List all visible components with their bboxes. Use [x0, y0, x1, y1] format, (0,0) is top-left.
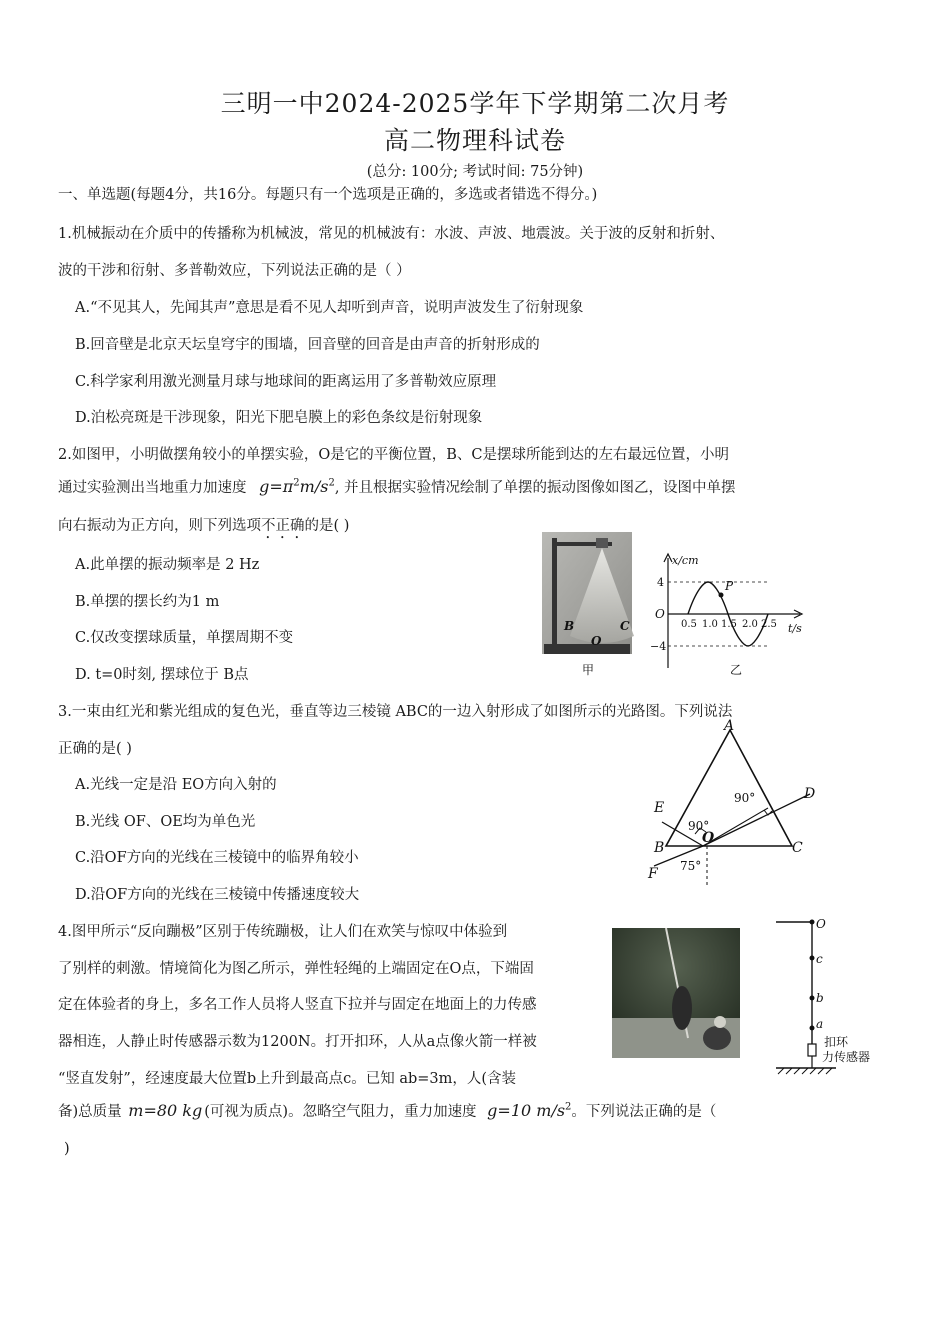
fig-yi-caption: 乙 [730, 663, 743, 677]
staff-head-icon [714, 1016, 726, 1028]
q3-option-c: C.沿OF方向的光线在三棱镜中的临界角较小 [75, 850, 359, 866]
x-tick-3: 2.0 [742, 619, 758, 630]
schematic-label-c: c [816, 952, 823, 966]
q1-stem-line2: 波的干涉和衍射、多普勒效应，下列说法正确的是（ ） [58, 263, 411, 279]
q1-option-d: D.泊松亮斑是干涉现象，阳光下肥皂膜上的彩色条纹是衍射现象 [75, 410, 483, 426]
right-angle-mark-2 [764, 810, 772, 815]
fig-jia-caption: 甲 [582, 663, 595, 677]
fig-jia-label-o: O [591, 634, 602, 648]
point-o-dot [810, 920, 815, 925]
q1-option-b: B.回音壁是北京天坛皇穹宇的围墙，回音壁的回音是由声音的折射形成的 [75, 337, 540, 353]
pendulum-figure [540, 532, 634, 682]
prism-label-e: E [654, 800, 665, 816]
q4-stem-line7: ) [64, 1141, 70, 1157]
stand-rod-icon [552, 538, 557, 650]
q4-stem-line6: 备)总质量 m=80 kg (可视为质点)。忽略空气阻力，重力加速度 g=10 $m/s^2$。下列说法正确的是（ [58, 1101, 717, 1120]
q3-option-d: D.沿OF方向的光线在三棱镜中传播速度较大 [75, 887, 360, 903]
ray-od [703, 794, 810, 846]
angle-label-1: 90° [688, 819, 710, 833]
x-tick-1: 1.0 [702, 619, 718, 630]
q4-stem-line5: “竖直发射”，经速度最大位置b上升到最高点c。已知 ab=3m，人(含装 [58, 1071, 517, 1087]
prism-label-a: A [724, 718, 735, 734]
x-tick-2: 1.5 [721, 619, 737, 630]
point-a-dot [810, 1026, 815, 1031]
prism-figure [640, 718, 830, 886]
exam-title: 三明一中2024-2025学年下学期第二次月考 [220, 89, 730, 118]
q2-stem-line3: 向右振动为正方向，则下列选项不正确的是( ) [58, 518, 350, 534]
q2-option-c: C.仅改变摆球质量，单摆周期不变 [75, 630, 294, 646]
x-tick-4: 2.5 [761, 619, 777, 630]
point-p-label: P [725, 579, 734, 593]
q1-option-a: A.“不见其人，先闻其声”意思是看不见人却听到声音，说明声波发生了衍射现象 [75, 300, 584, 316]
schematic-label-o: O [816, 917, 826, 931]
q4-formula-m: m=80 kg [128, 1101, 203, 1120]
q4-formula-g: g=10 $m/s^2$ [487, 1101, 572, 1120]
point-p [719, 593, 724, 598]
q2-option-a: A.此单摆的振动频率是 2 Hz [75, 557, 260, 573]
stand-base-icon [544, 644, 630, 654]
y-tick-bottom: −4 [650, 640, 667, 653]
q4-stem-line3: 定在体验者的身上，多名工作人员将人竖直下拉并与固定在地面上的力传感 [58, 997, 537, 1013]
oscillation-graph [650, 550, 810, 680]
q4-stem-line4: 器相连，人静止时传感器示数为1200N。打开扣环，人从a点像火箭一样被 [58, 1034, 537, 1050]
y-axis-label: x/cm [672, 554, 699, 567]
point-b-dot [810, 996, 815, 1001]
prism-triangle [666, 730, 792, 846]
q3-stem-line2: 正确的是( ) [58, 741, 132, 757]
force-sensor-icon [808, 1044, 816, 1056]
schematic-label-a: a [816, 1017, 824, 1031]
clamp-icon [596, 538, 608, 548]
bungee-schematic [768, 912, 898, 1082]
q1-option-c: C.科学家利用激光测量月球与地球间的距离运用了多普勒效应原理 [75, 374, 497, 390]
exam-info: (总分: 100分; 考试时间: 75分钟) [366, 164, 584, 180]
point-c-dot [810, 956, 815, 961]
angle-label-2: 90° [734, 791, 756, 805]
q2-option-b: B.单摆的摆长约为1 m [75, 594, 220, 610]
reverse-bungee-photo [612, 928, 740, 1058]
x-tick-0: 0.5 [681, 619, 697, 630]
q4-stem-line2: 了别样的刺激。情境简化为图乙所示，弹性轻绳的上端固定在O点，下端固 [58, 961, 534, 977]
prism-label-f: F [648, 866, 658, 882]
prism-label-d: D [804, 786, 816, 802]
q3-option-a: A.光线一定是沿 EO方向入射的 [75, 777, 277, 793]
q2-formula-g: $g=\pi^2m/s^2$ [259, 477, 335, 496]
x-axis-label: t/s [788, 622, 802, 635]
q3-stem-line1: 3.一束由红光和紫光组成的复色光，垂直等边三棱镜 ABC的一边入射形成了如图所示的光路图。下列说法 [58, 704, 733, 720]
person-silhouette-icon [672, 986, 692, 1030]
q2-stem-line2: 通过实验测出当地重力加速度 $g=\pi^2m/s^2$, 并且根据实验情况绘制了单摆的振动图像如图乙，设图中单摆 [58, 477, 736, 496]
q1-stem-line1: 1.机械振动在介质中的传播称为机械波，常见的机械波有：水波、声波、地震波。关于波的反射和折射、 [58, 226, 725, 242]
q2-option-d: D. t=0时刻, 摆球位于 B点 [75, 667, 249, 683]
sensor-label: 力传感器 [822, 1050, 871, 1064]
y-tick-top: 4 [657, 576, 664, 589]
prism-label-c: C [792, 840, 803, 856]
ground-hatch-icon [778, 1068, 832, 1074]
q2-emphasis: 不正确 [261, 518, 305, 534]
prism-label-b: B [654, 840, 665, 856]
q4-stem-line1: 4.图甲所示“反向蹦极”区别于传统蹦极，让人们在欢笑与惊叹中体验到 [58, 924, 508, 940]
angle-label-3: 75° [680, 859, 702, 873]
buckle-label: 扣环 [824, 1035, 849, 1049]
q3-option-b: B.光线 OF、OE均为单色光 [75, 814, 256, 830]
schematic-label-b: b [816, 991, 824, 1005]
exam-subtitle-title: 高二物理科试卷 [383, 126, 566, 155]
origin-label: O [655, 607, 665, 621]
q2-stem-line1: 2.如图甲，小明做摆角较小的单摆实验，O是它的平衡位置，B、C是摆球所能到达的左右最远位置，小明 [58, 447, 729, 463]
prism-label-o: O [702, 830, 715, 846]
fig-jia-label-b: B [564, 619, 575, 633]
staff-silhouette-icon [703, 1026, 731, 1050]
fig-jia-label-c: C [620, 619, 630, 633]
section-heading: 一、单选题(每题4分，共16分。每题只有一个选项是正确的，多选或者错选不得分。) [58, 187, 598, 203]
